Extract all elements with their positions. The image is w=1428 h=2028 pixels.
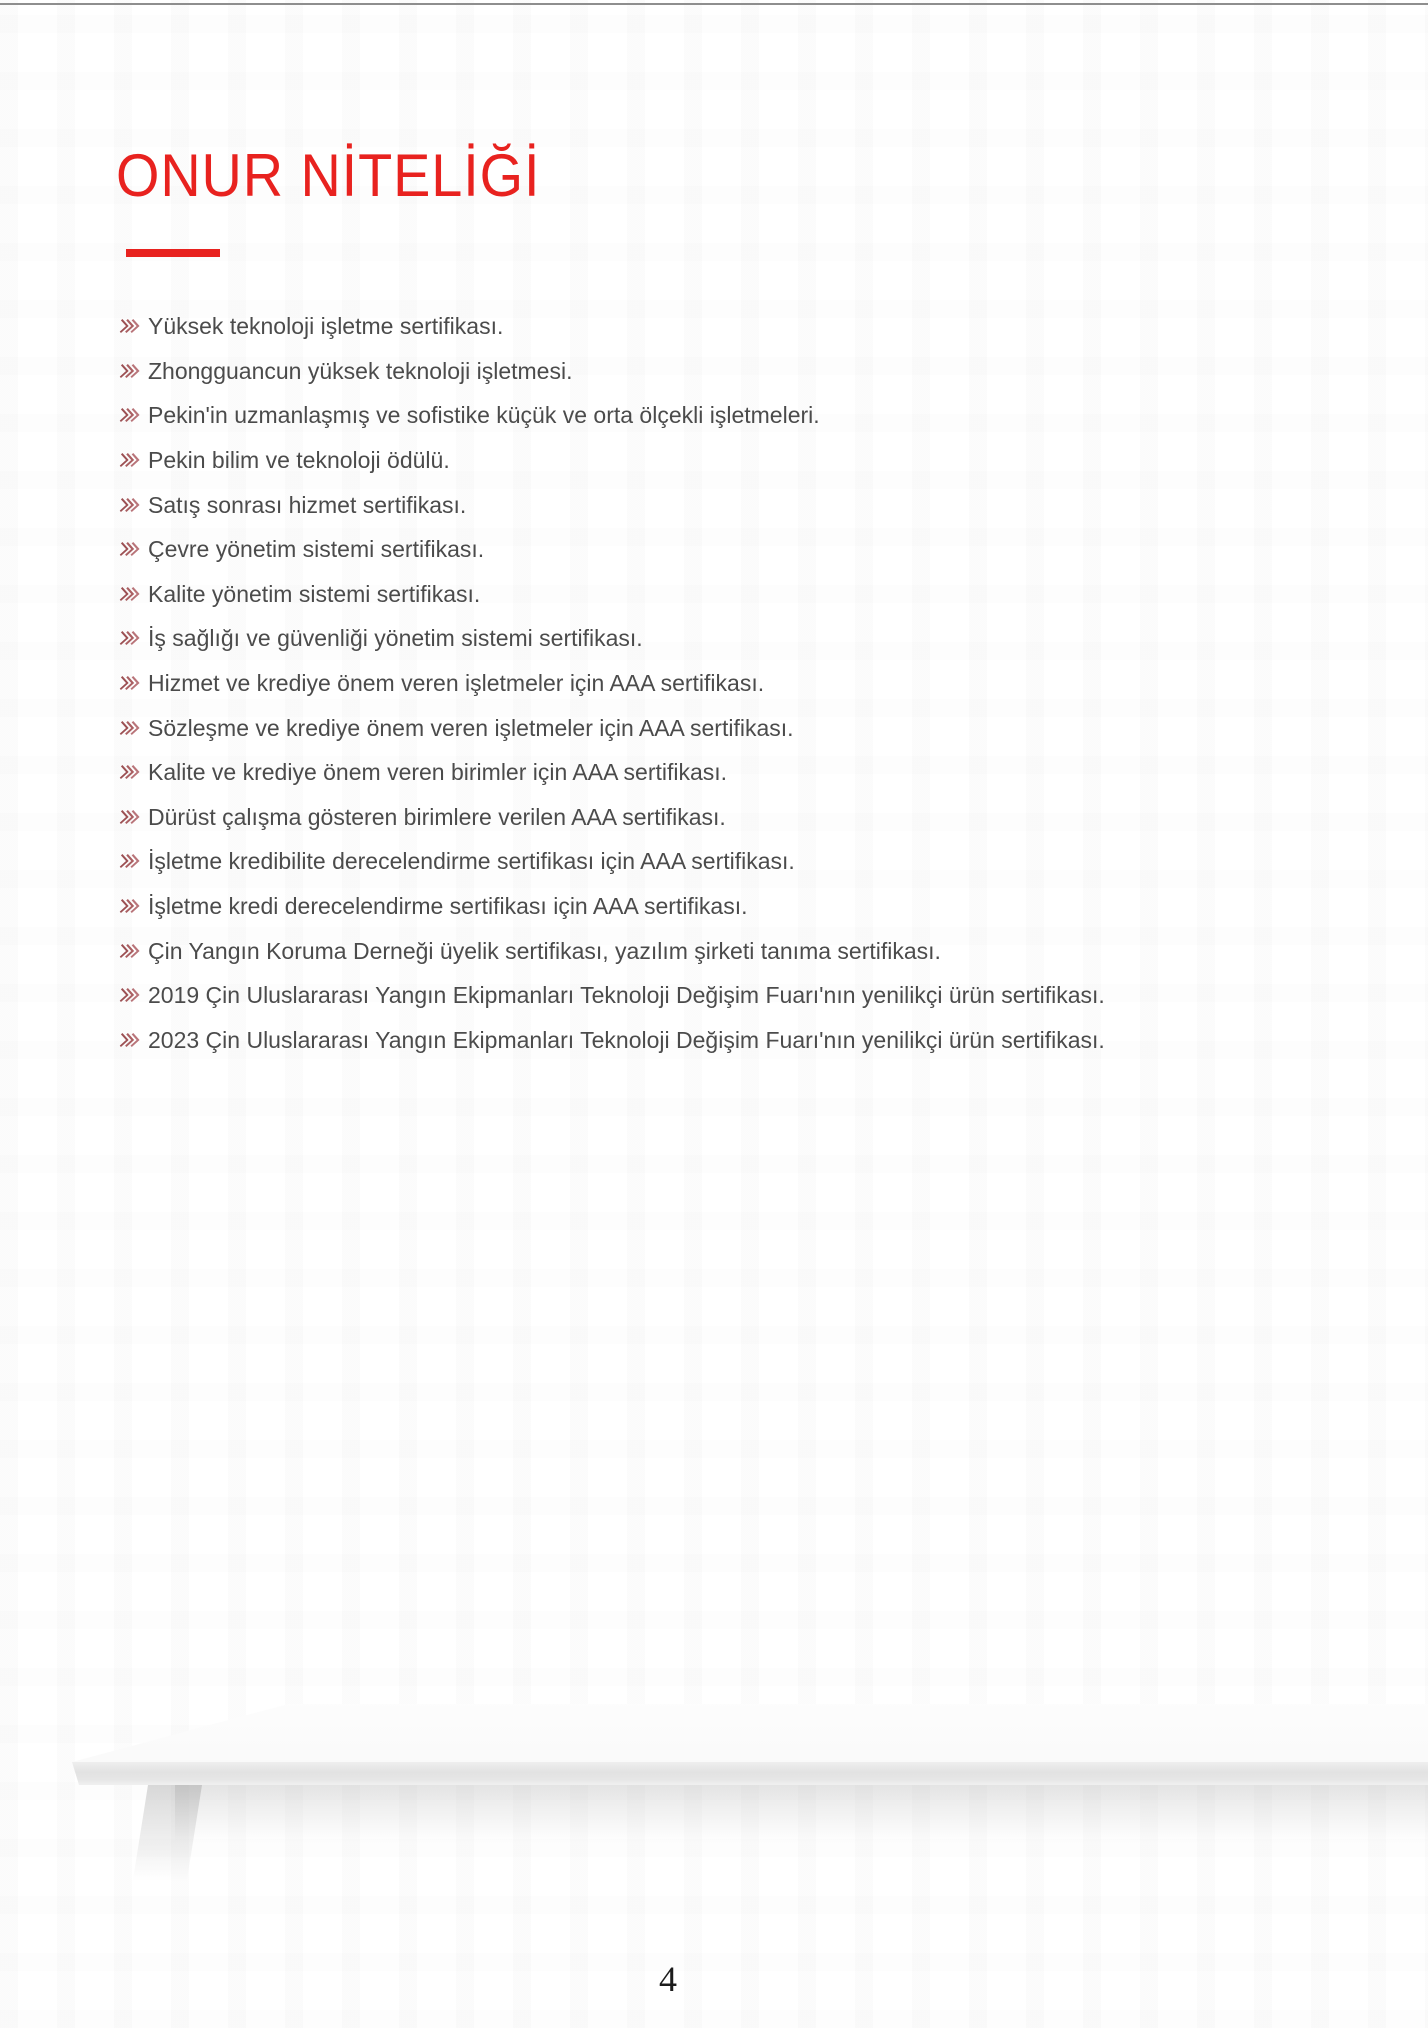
triple-chevron-icon	[118, 451, 142, 469]
title-underline-accent	[126, 249, 220, 257]
list-item-text: Kalite ve krediye önem veren birimler için AAA sertifikası.	[148, 759, 728, 786]
list-item-text: Hizmet ve krediye önem veren işletmeler için AAA sertifikası.	[148, 670, 765, 697]
shelf-leg-shadow	[133, 1785, 202, 1881]
triple-chevron-icon	[118, 585, 142, 603]
list-item	[119, 750, 1105, 795]
list-item	[119, 304, 1105, 349]
list-item	[119, 482, 1105, 527]
triple-chevron-icon	[118, 362, 142, 380]
triple-chevron-icon	[118, 540, 142, 558]
list-item	[119, 928, 1105, 973]
list-item-text: Kalite yönetim sistemi sertifikası.	[148, 580, 481, 607]
triple-chevron-icon	[118, 406, 142, 424]
list-item	[119, 349, 1105, 394]
list-item-text: Yüksek teknoloji işletme sertifikası.	[148, 313, 504, 340]
list-item-text: Pekin'in uzmanlaşmış ve sofistike küçük ve orta ölçekli işletmeleri.	[148, 402, 820, 429]
shelf-shadow-wash	[175, 1785, 1428, 1843]
triple-chevron-icon	[118, 629, 142, 647]
triple-chevron-icon	[118, 942, 142, 960]
list-item-text: Dürüst çalışma gösteren birimlere verilen AAA sertifikası.	[148, 803, 726, 830]
list-item	[119, 393, 1105, 438]
list-item	[119, 705, 1105, 750]
list-item	[119, 973, 1105, 1018]
list-item	[119, 438, 1105, 483]
list-item-text: İşletme kredi derecelendirme sertifikası için AAA sertifikası.	[148, 893, 748, 920]
list-item	[119, 572, 1105, 617]
list-item-text: Çin Yangın Koruma Derneği üyelik sertifikası, yazılım şirketi tanıma sertifikası.	[148, 937, 941, 964]
shelf-top-surface	[0, 1698, 1428, 1888]
list-item-text: 2023 Çin Uluslararası Yangın Ekipmanları Teknoloji Değişim Fuarı'nın yenilikçi ürün sertifikası.	[148, 1026, 1105, 1053]
list-item	[119, 661, 1105, 706]
triple-chevron-icon	[118, 317, 142, 335]
shelf-graphic	[0, 1698, 1428, 1888]
list-item-text: İş sağlığı ve güvenliği yönetim sistemi sertifikası.	[148, 625, 643, 652]
page-number: 4	[659, 1959, 677, 1999]
triple-chevron-icon	[118, 496, 142, 514]
list-item-text: Sözleşme ve krediye önem veren işletmeler için AAA sertifikası.	[148, 714, 794, 741]
list-item	[119, 884, 1105, 929]
top-rule	[0, 3, 1428, 5]
triple-chevron-icon	[118, 897, 142, 915]
list-item-text: Çevre yönetim sistemi sertifikası.	[148, 536, 485, 563]
list-item-text: 2019 Çin Uluslararası Yangın Ekipmanları Teknoloji Değişim Fuarı'nın yenilikçi ürün sertifikası.	[148, 982, 1105, 1009]
list-item-text: İşletme kredibilite derecelendirme sertifikası için AAA sertifikası.	[148, 848, 795, 875]
page-title: ONUR NİTELİĞİ	[116, 142, 541, 209]
list-item	[119, 839, 1105, 884]
list-item-text: Satış sonrası hizmet sertifikası.	[148, 491, 467, 518]
list-item	[119, 616, 1105, 661]
honor-list	[119, 304, 1105, 1062]
triple-chevron-icon	[118, 674, 142, 692]
triple-chevron-icon	[118, 763, 142, 781]
list-item-text: Zhongguancun yüksek teknoloji işletmesi.	[148, 357, 573, 384]
list-item	[119, 527, 1105, 572]
triple-chevron-icon	[118, 719, 142, 737]
triple-chevron-icon	[118, 986, 142, 1004]
triple-chevron-icon	[118, 1031, 142, 1049]
list-item	[119, 1018, 1105, 1063]
triple-chevron-icon	[118, 808, 142, 826]
list-item-text: Pekin bilim ve teknoloji ödülü.	[148, 447, 450, 474]
shelf-front-edge	[72, 1762, 1428, 1785]
triple-chevron-icon	[118, 852, 142, 870]
list-item	[119, 795, 1105, 840]
